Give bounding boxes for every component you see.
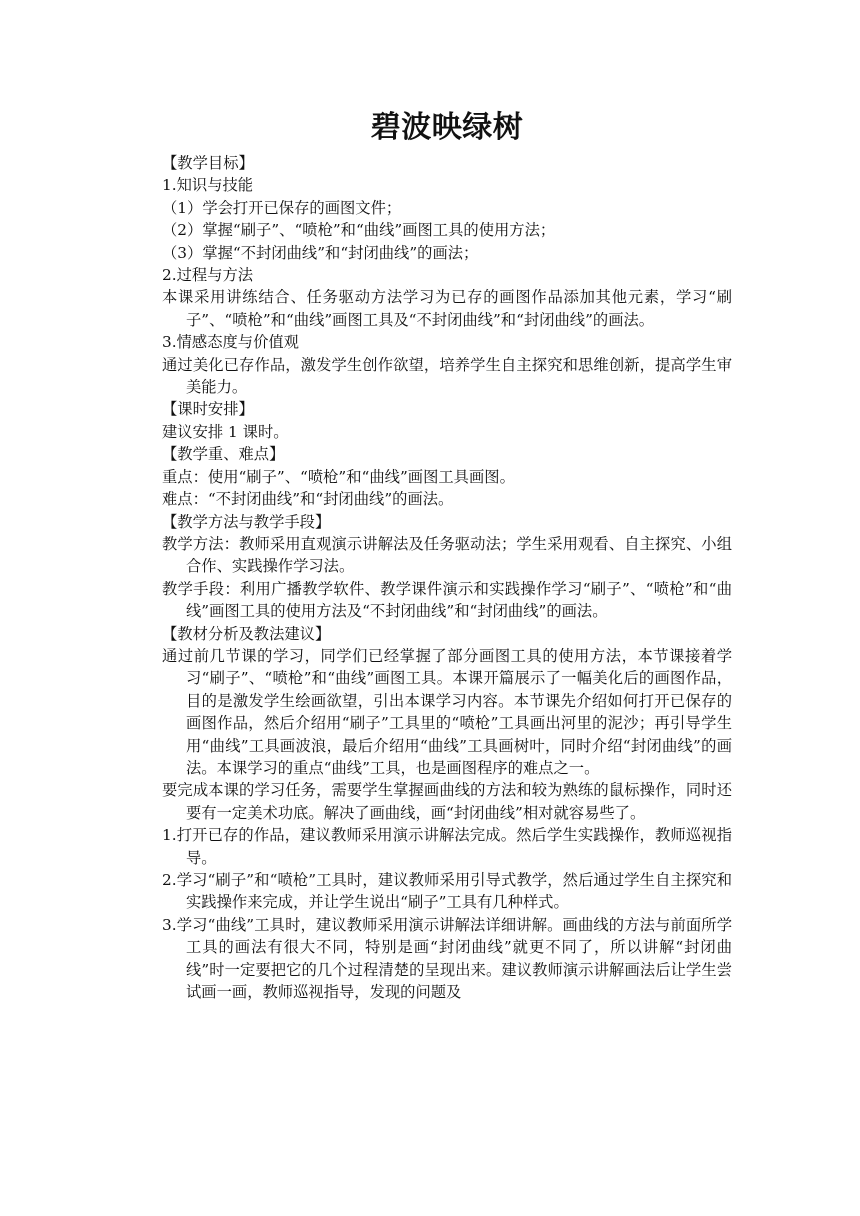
- paragraph-key-point: 重点：使用“刷子”、“喷枪”和“曲线”画图工具画图。: [162, 467, 515, 486]
- goal-item-1: （1）学会打开已保存的画图文件；: [162, 198, 402, 217]
- subheading-emotion-values: 3.情感态度与价值观: [162, 333, 299, 352]
- paragraph-process-method: 本课采用讲练结合、任务驱动方法学习为已存的画图作品添加其他元素，学习“刷子”、“喷枪”和“曲线”画图工具及“不封闭曲线”和“封闭曲线”的画法。: [162, 288, 732, 329]
- suggestion-item-3: 3.学习“曲线”工具时，建议教师采用演示讲解法详细讲解。画曲线的方法与前面所学工具的画法有很大不同，特别是画“封闭曲线”就更不同了，所以讲解“封闭曲线”时一定要把它的几个过程清楚的呈现出来。建议教师演示讲解画法后让学生尝试画一画，教师巡视指导，发现的问题及: [162, 915, 732, 1002]
- paragraph-material-analysis: 通过前几节课的学习，同学们已经掌握了部分画图工具的使用方法，本节课接着学习“刷子”、“喷枪”和“曲线”画图工具。本课开篇展示了一幅美化后的画图作品，目的是激发学生绘画欲望，引出本课学习内容。本节课先介绍如何打开已保存的画图作品，然后介绍用“刷子”工具里的“喷枪”工具画出河里的泥沙；再引导学生用“曲线”工具画波浪，最后介绍用“曲线”工具画树叶，同时介绍“封闭曲线”的画法。本课学习的重点“曲线”工具，也是画图程序的难点之一。: [162, 646, 732, 777]
- document-title: 碧波映绿树: [370, 110, 524, 145]
- heading-teaching-methods: 【教学方法与教学手段】: [162, 512, 331, 531]
- heading-key-difficult-points: 【教学重、难点】: [162, 445, 285, 464]
- subheading-knowledge-skills: 1.知识与技能: [162, 176, 254, 195]
- paragraph-teaching-means: 教学手段：利用广播教学软件、教学课件演示和实践操作学习“刷子”、“喷枪”和“曲线”画图工具的使用方法及“不封闭曲线”和“封闭曲线”的画法。: [162, 579, 732, 621]
- paragraph-emotion-values: 通过美化已存作品，激发学生创作欲望，培养学生自主探究和思维创新，提高学生审美能力。: [162, 355, 732, 397]
- document-content: [162, 108, 732, 1003]
- goal-item-2: （2）掌握“刷子”、“喷枪”和“曲线”画图工具的使用方法；: [162, 221, 556, 240]
- paragraph-learning-requirements: 要完成本课的学习任务，需要学生掌握画曲线的方法和较为熟练的鼠标操作，同时还要有一定美术功底。解决了画曲线，画“封闭曲线”相对就容易些了。: [162, 781, 732, 822]
- suggestion-item-2: 2.学习“刷子”和“喷枪”工具时，建议教师采用引导式教学，然后通过学生自主探究和实践操作来完成，并让学生说出“刷子”工具有几种样式。: [162, 871, 732, 912]
- goal-item-3: （3）掌握“不封闭曲线”和“封闭曲线”的画法；: [162, 243, 479, 262]
- heading-class-schedule: 【课时安排】: [162, 400, 254, 419]
- paragraph-difficult-point: 难点：“不封闭曲线”和“封闭曲线”的画法。: [162, 490, 454, 509]
- suggestion-item-1: 1.打开已存的作品，建议教师采用演示讲解法完成。然后学生实践操作，教师巡视指导。: [162, 826, 732, 867]
- subheading-process-method: 2.过程与方法: [162, 266, 254, 285]
- paragraph-class-schedule: 建议安排 1 课时。: [162, 422, 289, 441]
- paragraph-teaching-method: 教学方法：教师采用直观演示讲解法及任务驱动法；学生采用观看、自主探究、小组合作、实践操作学习法。: [162, 534, 732, 576]
- heading-material-analysis: 【教材分析及教法建议】: [162, 624, 331, 643]
- heading-teaching-goals: 【教学目标】: [162, 154, 254, 172]
